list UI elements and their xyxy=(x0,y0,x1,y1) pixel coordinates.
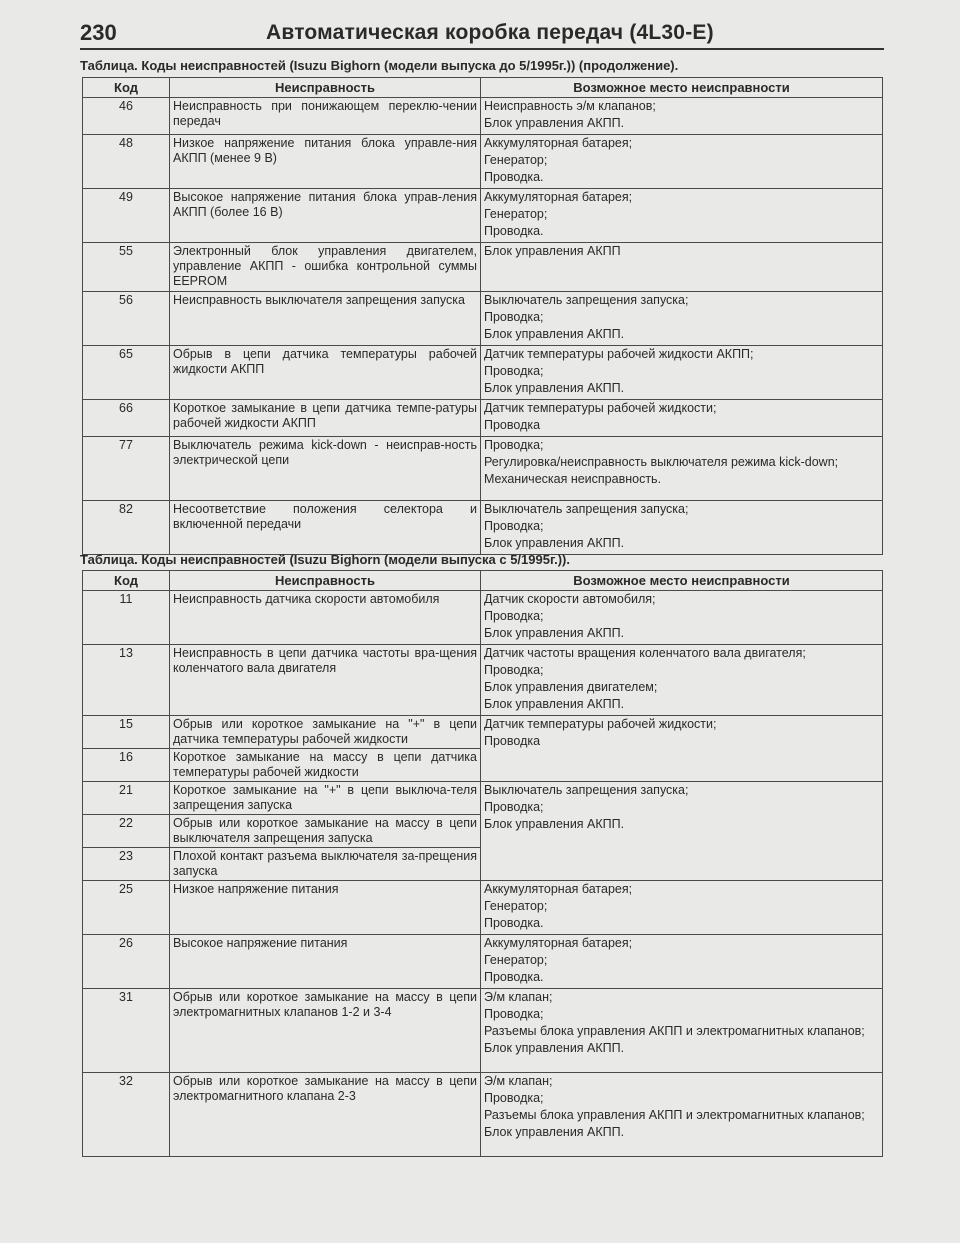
location-line: Проводка xyxy=(484,734,541,748)
table2-header-row xyxy=(83,571,883,591)
fault-cell: Электронный блок управления двигателем, управление АКПП - ошибка контрольной суммы EEPROM xyxy=(170,243,481,292)
fault-cell: Обрыв в цепи датчика температуры рабочей жидкости АКПП xyxy=(170,346,481,400)
code-cell: 66 xyxy=(83,400,170,437)
fault-cell: Высокое напряжение питания xyxy=(170,935,481,989)
location-line: Проводка; xyxy=(484,519,544,533)
location-line: Проводка. xyxy=(484,224,544,238)
location-line: Датчик частоты вращения коленчатого вала двигателя; xyxy=(484,646,806,660)
table-row xyxy=(83,292,883,346)
table-row xyxy=(83,135,883,189)
fault-cell: Низкое напряжение питания xyxy=(170,881,481,935)
location-line: Регулировка/неисправность выключателя режима kick-down; xyxy=(484,455,839,469)
location-line: Выключатель запрещения запуска; xyxy=(484,502,689,516)
location-line: Разъемы блока управления АКПП и электромагнитных клапанов; xyxy=(484,1024,865,1038)
fault-cell: Плохой контакт разъема выключателя за-прещения запуска xyxy=(170,848,481,881)
column-header-location: Возможное место неисправности xyxy=(481,78,883,98)
location-line: Проводка; xyxy=(484,438,544,452)
code-cell: 55 xyxy=(83,243,170,292)
location-cell xyxy=(481,989,883,1073)
fault-cell: Короткое замыкание на "+" в цепи выключа-теля запрещения запуска xyxy=(170,782,481,815)
location-line: Блок управления АКПП. xyxy=(484,1041,625,1055)
location-line: Проводка; xyxy=(484,800,544,814)
fault-cell: Короткое замыкание на массу в цепи датчика температуры рабочей жидкости xyxy=(170,749,481,782)
location-line: Блок управления АКПП xyxy=(484,244,621,258)
code-cell: 56 xyxy=(83,292,170,346)
location-line: Проводка; xyxy=(484,663,544,677)
location-line: Блок управления АКПП. xyxy=(484,116,625,130)
code-cell: 32 xyxy=(83,1073,170,1157)
location-line: Блок управления АКПП. xyxy=(484,697,625,711)
location-line: Блок управления АКПП. xyxy=(484,327,625,341)
code-cell: 48 xyxy=(83,135,170,189)
location-line: Проводка; xyxy=(484,310,544,324)
fault-cell: Неисправность выключателя запрещения запуска xyxy=(170,292,481,346)
location-cell xyxy=(481,437,883,501)
location-cell xyxy=(481,935,883,989)
code-cell: 25 xyxy=(83,881,170,935)
code-cell: 11 xyxy=(83,591,170,645)
location-line: Блок управления АКПП. xyxy=(484,817,625,831)
fault-cell: Низкое напряжение питания блока управле-ния АКПП (менее 9 В) xyxy=(170,135,481,189)
location-cell xyxy=(481,782,883,881)
location-line: Э/м клапан; xyxy=(484,1074,553,1088)
location-cell xyxy=(481,591,883,645)
code-cell: 31 xyxy=(83,989,170,1073)
table1 xyxy=(82,77,883,555)
location-line: Аккумуляторная батарея; xyxy=(484,136,633,150)
location-cell xyxy=(481,292,883,346)
code-cell: 26 xyxy=(83,935,170,989)
page-header xyxy=(80,18,884,50)
location-line: Генератор; xyxy=(484,153,548,167)
table2 xyxy=(82,570,883,1157)
location-cell xyxy=(481,716,883,782)
location-line: Блок управления двигателем; xyxy=(484,680,658,694)
column-header-code: Код xyxy=(83,78,170,98)
location-cell xyxy=(481,98,883,135)
code-cell: 49 xyxy=(83,189,170,243)
fault-cell: Неисправность при понижающем переклю-чении передач xyxy=(170,98,481,135)
code-cell: 13 xyxy=(83,645,170,716)
location-line: Проводка. xyxy=(484,916,544,930)
fault-cell: Несоответствие положения селектора и включенной передачи xyxy=(170,501,481,555)
table1-caption: Таблица. Коды неисправностей (Isuzu Bighorn (модели выпуска до 5/1995г.)) (продолжение). xyxy=(80,58,679,73)
table-row xyxy=(83,98,883,135)
code-cell: 82 xyxy=(83,501,170,555)
column-header-location: Возможное место неисправности xyxy=(481,571,883,591)
fault-cell: Обрыв или короткое замыкание на "+" в цепи датчика температуры рабочей жидкости xyxy=(170,716,481,749)
location-line: Датчик температуры рабочей жидкости АКПП; xyxy=(484,347,754,361)
location-cell xyxy=(481,645,883,716)
table-row xyxy=(83,1073,883,1157)
location-line: Проводка; xyxy=(484,1091,544,1105)
fault-cell: Выключатель режима kick-down - неисправ-ность электрической цепи xyxy=(170,437,481,501)
fault-cell: Неисправность датчика скорости автомобиля xyxy=(170,591,481,645)
table-row xyxy=(83,782,883,815)
table-row xyxy=(83,346,883,400)
page-title: Автоматическая коробка передач (4L30-E) xyxy=(266,21,714,44)
location-line: Проводка xyxy=(484,418,541,432)
location-line: Датчик температуры рабочей жидкости; xyxy=(484,717,717,731)
code-cell: 65 xyxy=(83,346,170,400)
fault-cell: Обрыв или короткое замыкание на массу в цепи электромагнитных клапанов 1-2 и 3-4 xyxy=(170,989,481,1073)
table-row xyxy=(83,189,883,243)
location-cell xyxy=(481,400,883,437)
location-line: Выключатель запрещения запуска; xyxy=(484,783,689,797)
location-line: Выключатель запрещения запуска; xyxy=(484,293,689,307)
fault-cell: Неисправность в цепи датчика частоты вра-щения коленчатого вала двигателя xyxy=(170,645,481,716)
location-line: Аккумуляторная батарея; xyxy=(484,882,633,896)
location-line: Блок управления АКПП. xyxy=(484,1125,625,1139)
location-cell xyxy=(481,189,883,243)
location-cell xyxy=(481,1073,883,1157)
location-line: Аккумуляторная батарея; xyxy=(484,936,633,950)
location-line: Э/м клапан; xyxy=(484,990,553,1004)
fault-cell: Обрыв или короткое замыкание на массу в цепи электромагнитного клапана 2-3 xyxy=(170,1073,481,1157)
code-cell: 22 xyxy=(83,815,170,848)
table-row xyxy=(83,989,883,1073)
table-row xyxy=(83,881,883,935)
location-line: Генератор; xyxy=(484,207,548,221)
code-cell: 21 xyxy=(83,782,170,815)
location-line: Блок управления АКПП. xyxy=(484,536,625,550)
location-cell xyxy=(481,501,883,555)
column-header-fault: Неисправность xyxy=(170,78,481,98)
location-line: Блок управления АКПП. xyxy=(484,626,625,640)
location-line: Проводка; xyxy=(484,609,544,623)
location-cell xyxy=(481,135,883,189)
table-row xyxy=(83,437,883,501)
table-row xyxy=(83,400,883,437)
location-cell xyxy=(481,346,883,400)
location-line: Проводка. xyxy=(484,970,544,984)
location-line: Проводка; xyxy=(484,364,544,378)
table1-header-row xyxy=(83,78,883,98)
location-cell xyxy=(481,881,883,935)
column-header-fault: Неисправность xyxy=(170,571,481,591)
location-line: Аккумуляторная батарея; xyxy=(484,190,633,204)
location-line: Проводка; xyxy=(484,1007,544,1021)
table-row xyxy=(83,935,883,989)
location-line: Датчик температуры рабочей жидкости; xyxy=(484,401,717,415)
location-line: Датчик скорости автомобиля; xyxy=(484,592,656,606)
location-line: Блок управления АКПП. xyxy=(484,381,625,395)
table-row xyxy=(83,716,883,749)
fault-cell: Высокое напряжение питания блока управ-ления АКПП (более 16 В) xyxy=(170,189,481,243)
location-line: Механическая неисправность. xyxy=(484,472,662,486)
fault-cell: Обрыв или короткое замыкание на массу в цепи выключателя запрещения запуска xyxy=(170,815,481,848)
location-line: Проводка. xyxy=(484,170,544,184)
fault-cell: Короткое замыкание в цепи датчика темпе-ратуры рабочей жидкости АКПП xyxy=(170,400,481,437)
table-row xyxy=(83,645,883,716)
location-line: Генератор; xyxy=(484,899,548,913)
code-cell: 23 xyxy=(83,848,170,881)
location-cell xyxy=(481,243,883,292)
table-row xyxy=(83,591,883,645)
code-cell: 15 xyxy=(83,716,170,749)
location-line: Неисправность э/м клапанов; xyxy=(484,99,656,113)
location-line: Разъемы блока управления АКПП и электромагнитных клапанов; xyxy=(484,1108,865,1122)
table-row xyxy=(83,243,883,292)
table2-caption: Таблица. Коды неисправностей (Isuzu Bighorn (модели выпуска с 5/1995г.)). xyxy=(80,552,570,567)
location-line: Генератор; xyxy=(484,953,548,967)
table-row xyxy=(83,501,883,555)
column-header-code: Код xyxy=(83,571,170,591)
code-cell: 16 xyxy=(83,749,170,782)
code-cell: 46 xyxy=(83,98,170,135)
code-cell: 77 xyxy=(83,437,170,501)
page-number: 230 xyxy=(80,20,117,45)
